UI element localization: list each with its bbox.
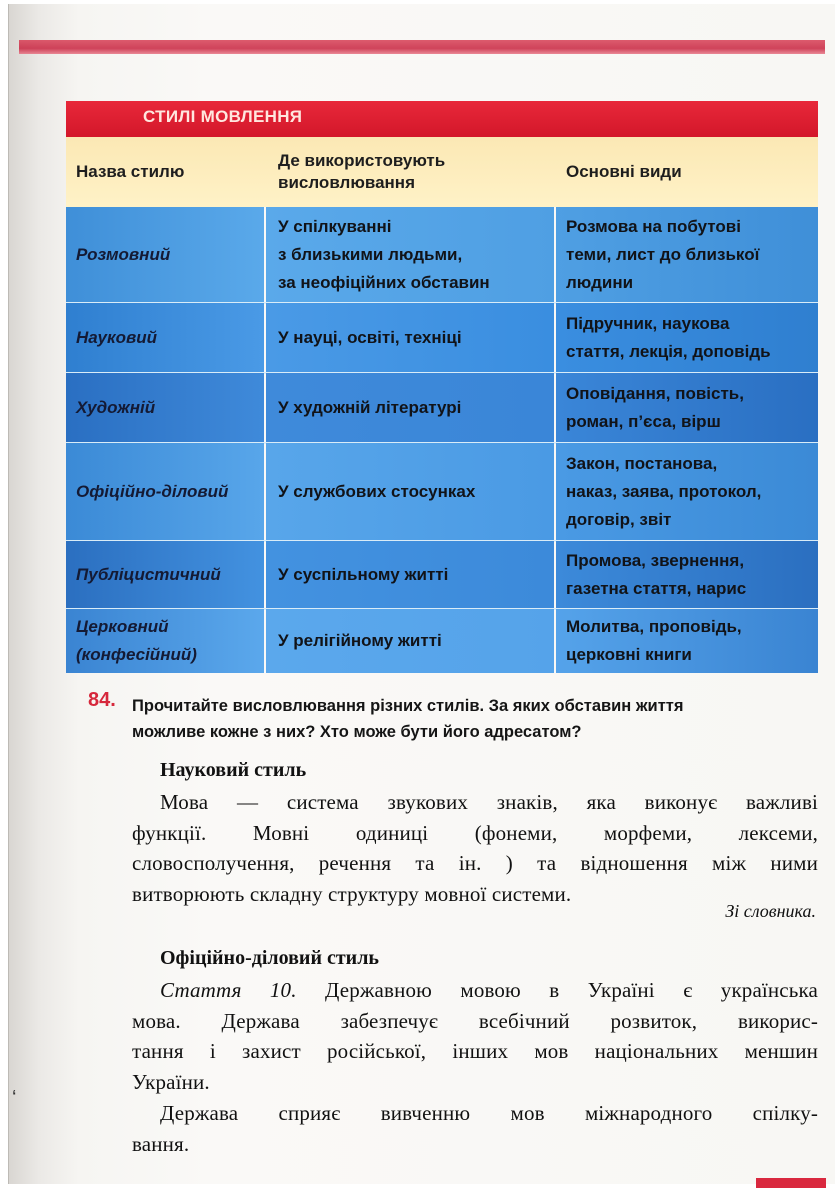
table-banner: [66, 101, 818, 137]
header-main-types: Основні види: [566, 162, 682, 181]
style-name-cell: [66, 541, 264, 609]
speech-styles-table: [66, 101, 818, 682]
cell-line: газетна стаття, нарис: [566, 579, 747, 598]
cell-line: У науці, освіті, техніці: [278, 328, 462, 347]
cell-line: Молитва, проповідь,: [566, 617, 742, 636]
cell-line: Підручник, наукова: [566, 314, 730, 333]
main-types-cell: [556, 373, 818, 443]
cell-line: (конфесійний): [76, 645, 197, 664]
cell-line: з близькими людьми,: [278, 245, 463, 264]
paragraph-line: тання і захист російської, інших мов національних меншин: [132, 1039, 818, 1063]
cell-line: У суспільному житті: [278, 565, 449, 584]
cell-line: У службових стосунках: [278, 482, 476, 501]
main-types-cell: [556, 609, 818, 673]
main-types-cell: [556, 303, 818, 373]
paragraph-line: вання.: [132, 1131, 190, 1156]
table-row: [66, 541, 818, 609]
cell-line: договір, звіт: [566, 510, 672, 529]
cell-line: Закон, постанова,: [566, 454, 718, 473]
main-types-cell: [556, 443, 818, 541]
cell-line: Розмовний: [76, 245, 171, 264]
header-where-used: [278, 137, 554, 207]
paragraph-line: словосполучення, речення та ін. ) та відношення між ними: [132, 851, 818, 875]
cell-line: У художній літературі: [278, 398, 462, 417]
article-text: Державною мовою в Україні є українська: [296, 978, 818, 1002]
paragraph-line: витворюють складну структуру мовної системи.: [132, 881, 572, 906]
cell-line: Розмова на побутові: [566, 217, 741, 236]
style-name-cell: [66, 373, 264, 443]
cell-line: людини: [566, 273, 634, 292]
paragraph-line: мова. Держава забезпечує всебічний розвиток, викорис-: [132, 1008, 818, 1033]
table-row: [66, 207, 818, 303]
exercise-task-line-1: Прочитайте висловлювання різних стилів. За яких обставин життя: [132, 697, 684, 715]
paragraph-line: [160, 975, 818, 1006]
style-name-cell: [66, 609, 264, 673]
main-types-cell: [556, 207, 818, 303]
main-types-cell: [556, 541, 818, 609]
cell-line: У релігійному житті: [278, 631, 442, 650]
style-name-cell: [66, 443, 264, 541]
exercise-number: 84.: [88, 689, 116, 711]
cell-line: теми, лист до близької: [566, 245, 760, 264]
cell-line: роман, п’єса, вірш: [566, 412, 721, 431]
section-title-scientific: Науковий стиль: [160, 759, 307, 781]
header-where-line-1: Де використовують: [278, 151, 446, 170]
where-used-cell: [266, 541, 554, 609]
table-row: [66, 373, 818, 443]
page-footer-bar: [756, 1178, 826, 1188]
style-name-cell: [66, 303, 264, 373]
section-title-official: Офіційно-діловий стиль: [160, 947, 380, 969]
exercise-task: [132, 693, 822, 745]
table-row: [66, 303, 818, 373]
official-paragraph: [132, 975, 818, 1097]
cell-line: церковні книги: [566, 645, 692, 664]
exercise-task-line-2: можливе кожне з них? Хто може бути його адресатом?: [132, 723, 582, 741]
source-citation: Зі словника.: [725, 901, 816, 921]
cell-line: Промова, звернення,: [566, 551, 745, 570]
cell-line: Художній: [76, 398, 156, 417]
scientific-paragraph: [132, 787, 818, 909]
paragraph-line: Держава сприяє вивченню мов міжнародного спілку-: [160, 1101, 818, 1125]
table-row: [66, 443, 818, 541]
cell-line: У спілкуванні: [278, 217, 392, 236]
cell-line: Науковий: [76, 328, 157, 347]
cell-line: Офіційно-діловий: [76, 482, 229, 501]
cell-line: наказ, заява, протокол,: [566, 482, 762, 501]
where-used-cell: [266, 443, 554, 541]
table-row: [66, 609, 818, 673]
header-where-line-2: висловлювання: [278, 173, 415, 192]
cell-line: за неофіційних обставин: [278, 273, 490, 292]
style-name-cell: [66, 207, 264, 303]
where-used-cell: [266, 303, 554, 373]
cell-line: Публіцистичний: [76, 565, 221, 584]
cell-line: Оповідання, повість,: [566, 384, 744, 403]
paragraph-line: функції. Мовні одиниці (фонеми, морфеми, лексеми,: [132, 820, 818, 845]
table-header-row: [66, 137, 818, 207]
cell-line: стаття, лекція, доповідь: [566, 342, 771, 361]
paragraph-line: України.: [132, 1069, 210, 1094]
official-paragraph-2: [132, 1098, 818, 1159]
paragraph-line: Мова — система звукових знаків, яка виконує важливі: [160, 790, 818, 814]
where-used-cell: [266, 609, 554, 673]
top-decorative-rule: [19, 40, 825, 54]
cell-line: Церковний: [76, 617, 169, 636]
table-title: СТИЛІ МОВЛЕННЯ: [143, 107, 303, 126]
where-used-cell: [266, 207, 554, 303]
margin-mark: ʻ: [12, 1088, 17, 1110]
article-label: Стаття 10.: [160, 978, 297, 1002]
header-style-name: Назва стилю: [76, 162, 185, 181]
where-used-cell: [266, 373, 554, 443]
